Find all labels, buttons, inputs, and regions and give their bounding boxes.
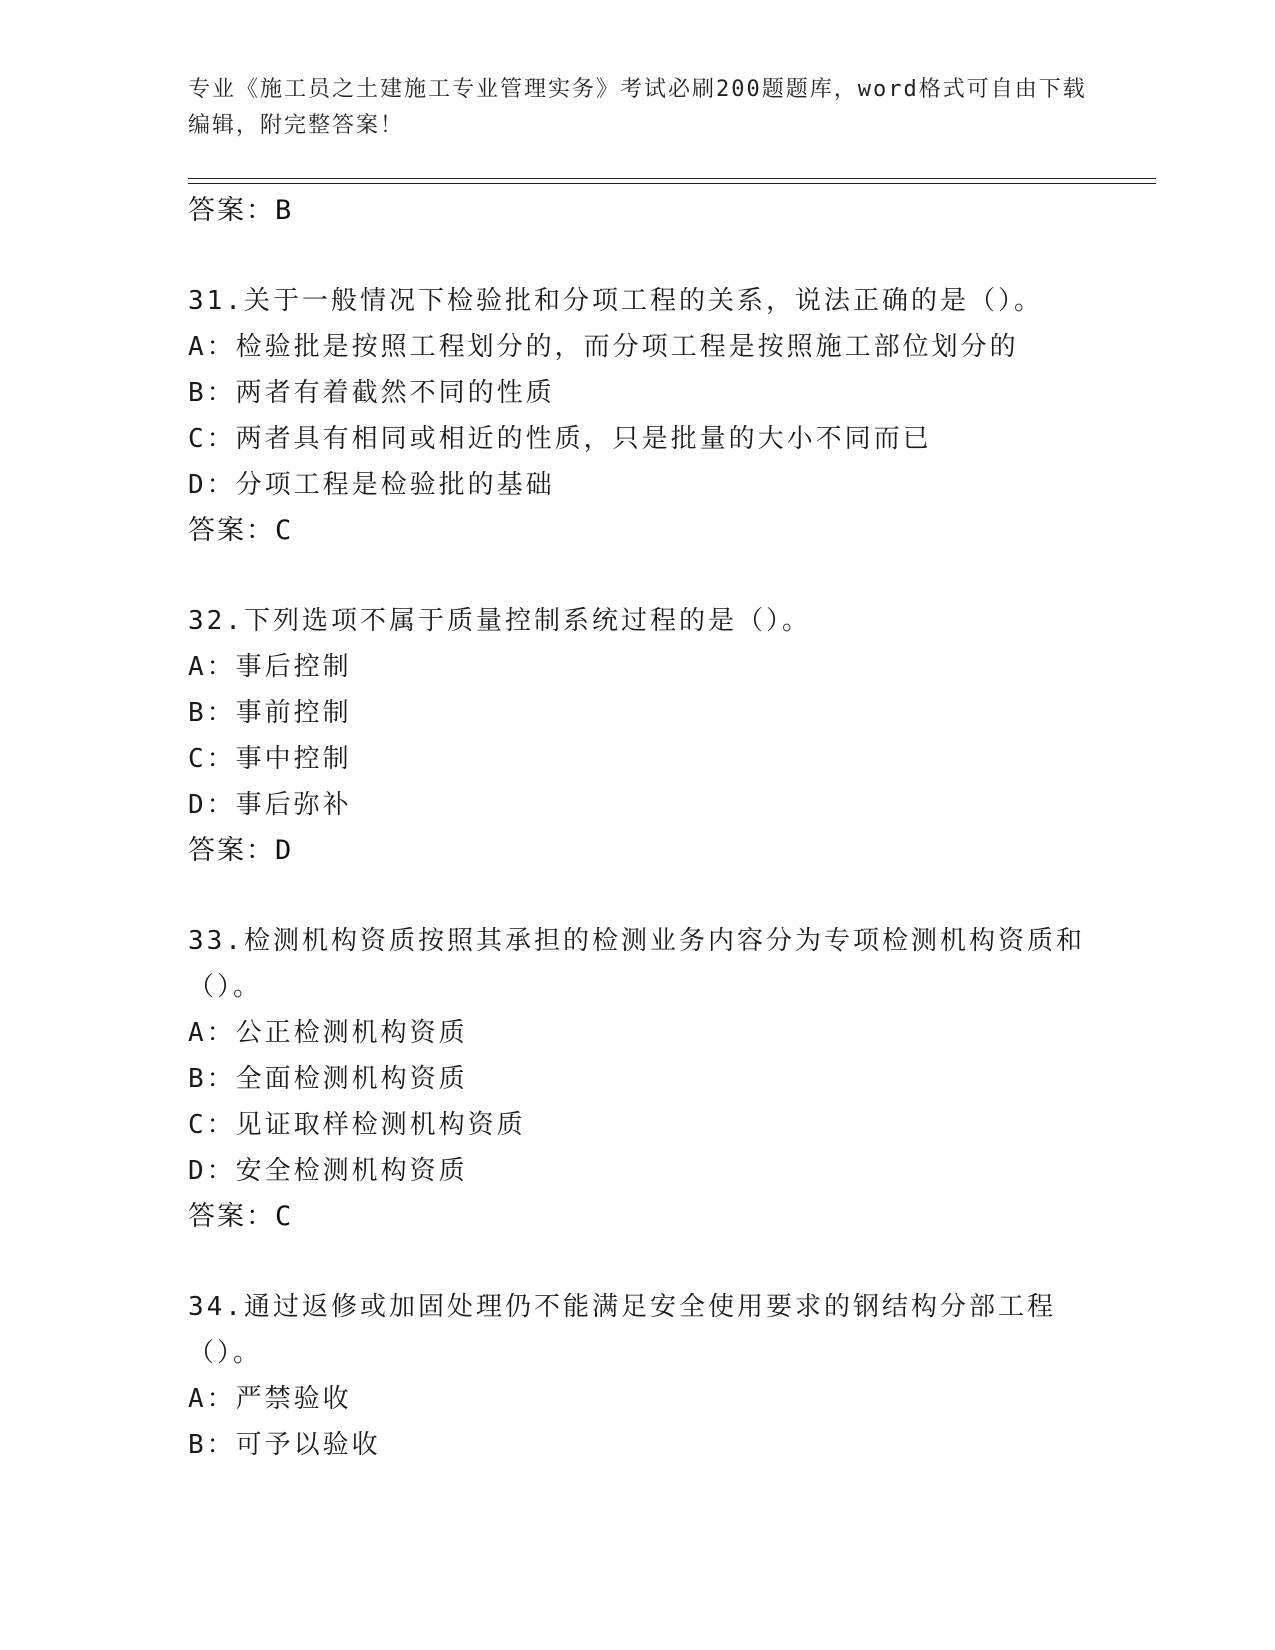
option-c: C：两者具有相同或相近的性质，只是批量的大小不同而已 <box>188 424 932 454</box>
spacer <box>188 554 1088 598</box>
document-header: 专业《施工员之土建施工专业管理实务》考试必刷200题题库，word格式可自由下载编辑，附完整答案！ <box>188 77 1087 138</box>
header-divider-top <box>188 178 1156 179</box>
question-text: 32.下列选项不属于质量控制系统过程的是（）。 <box>188 606 811 636</box>
question-block <box>188 918 1088 1240</box>
previous-answer: 答案：B <box>188 195 294 226</box>
option-a: A：事后控制 <box>188 652 352 682</box>
answer: 答案：C <box>188 1201 294 1232</box>
question-block <box>188 278 1088 554</box>
spacer <box>188 1240 1088 1284</box>
header-divider-bottom <box>188 183 1156 184</box>
option-b: B：可予以验收 <box>188 1430 381 1460</box>
question-block <box>188 598 1088 874</box>
answer: 答案：D <box>188 835 294 866</box>
option-a: A：公正检测机构资质 <box>188 1018 468 1048</box>
option-a: A：检验批是按照工程划分的，而分项工程是按照施工部位划分的 <box>188 332 1019 362</box>
answer: 答案：C <box>188 515 294 546</box>
option-a: A：严禁验收 <box>188 1384 352 1414</box>
option-d: D：安全检测机构资质 <box>188 1156 468 1186</box>
document-body <box>188 188 1088 1468</box>
spacer <box>188 234 1088 278</box>
question-text: 34.通过返修或加固处理仍不能满足安全使用要求的钢结构分部工程（）。 <box>188 1292 1056 1368</box>
option-d: D：事后弥补 <box>188 790 352 820</box>
option-c: C：事中控制 <box>188 744 352 774</box>
question-text: 33.检测机构资质按照其承担的检测业务内容分为专项检测机构资质和（）。 <box>188 926 1085 1002</box>
spacer <box>188 874 1088 918</box>
option-d: D：分项工程是检验批的基础 <box>188 470 555 500</box>
option-b: B：事前控制 <box>188 698 352 728</box>
question-text: 31.关于一般情况下检验批和分项工程的关系，说法正确的是（）。 <box>188 286 1043 316</box>
option-b: B：全面检测机构资质 <box>188 1064 468 1094</box>
option-b: B：两者有着截然不同的性质 <box>188 378 555 408</box>
option-c: C：见证取样检测机构资质 <box>188 1110 526 1140</box>
question-block <box>188 1284 1088 1468</box>
